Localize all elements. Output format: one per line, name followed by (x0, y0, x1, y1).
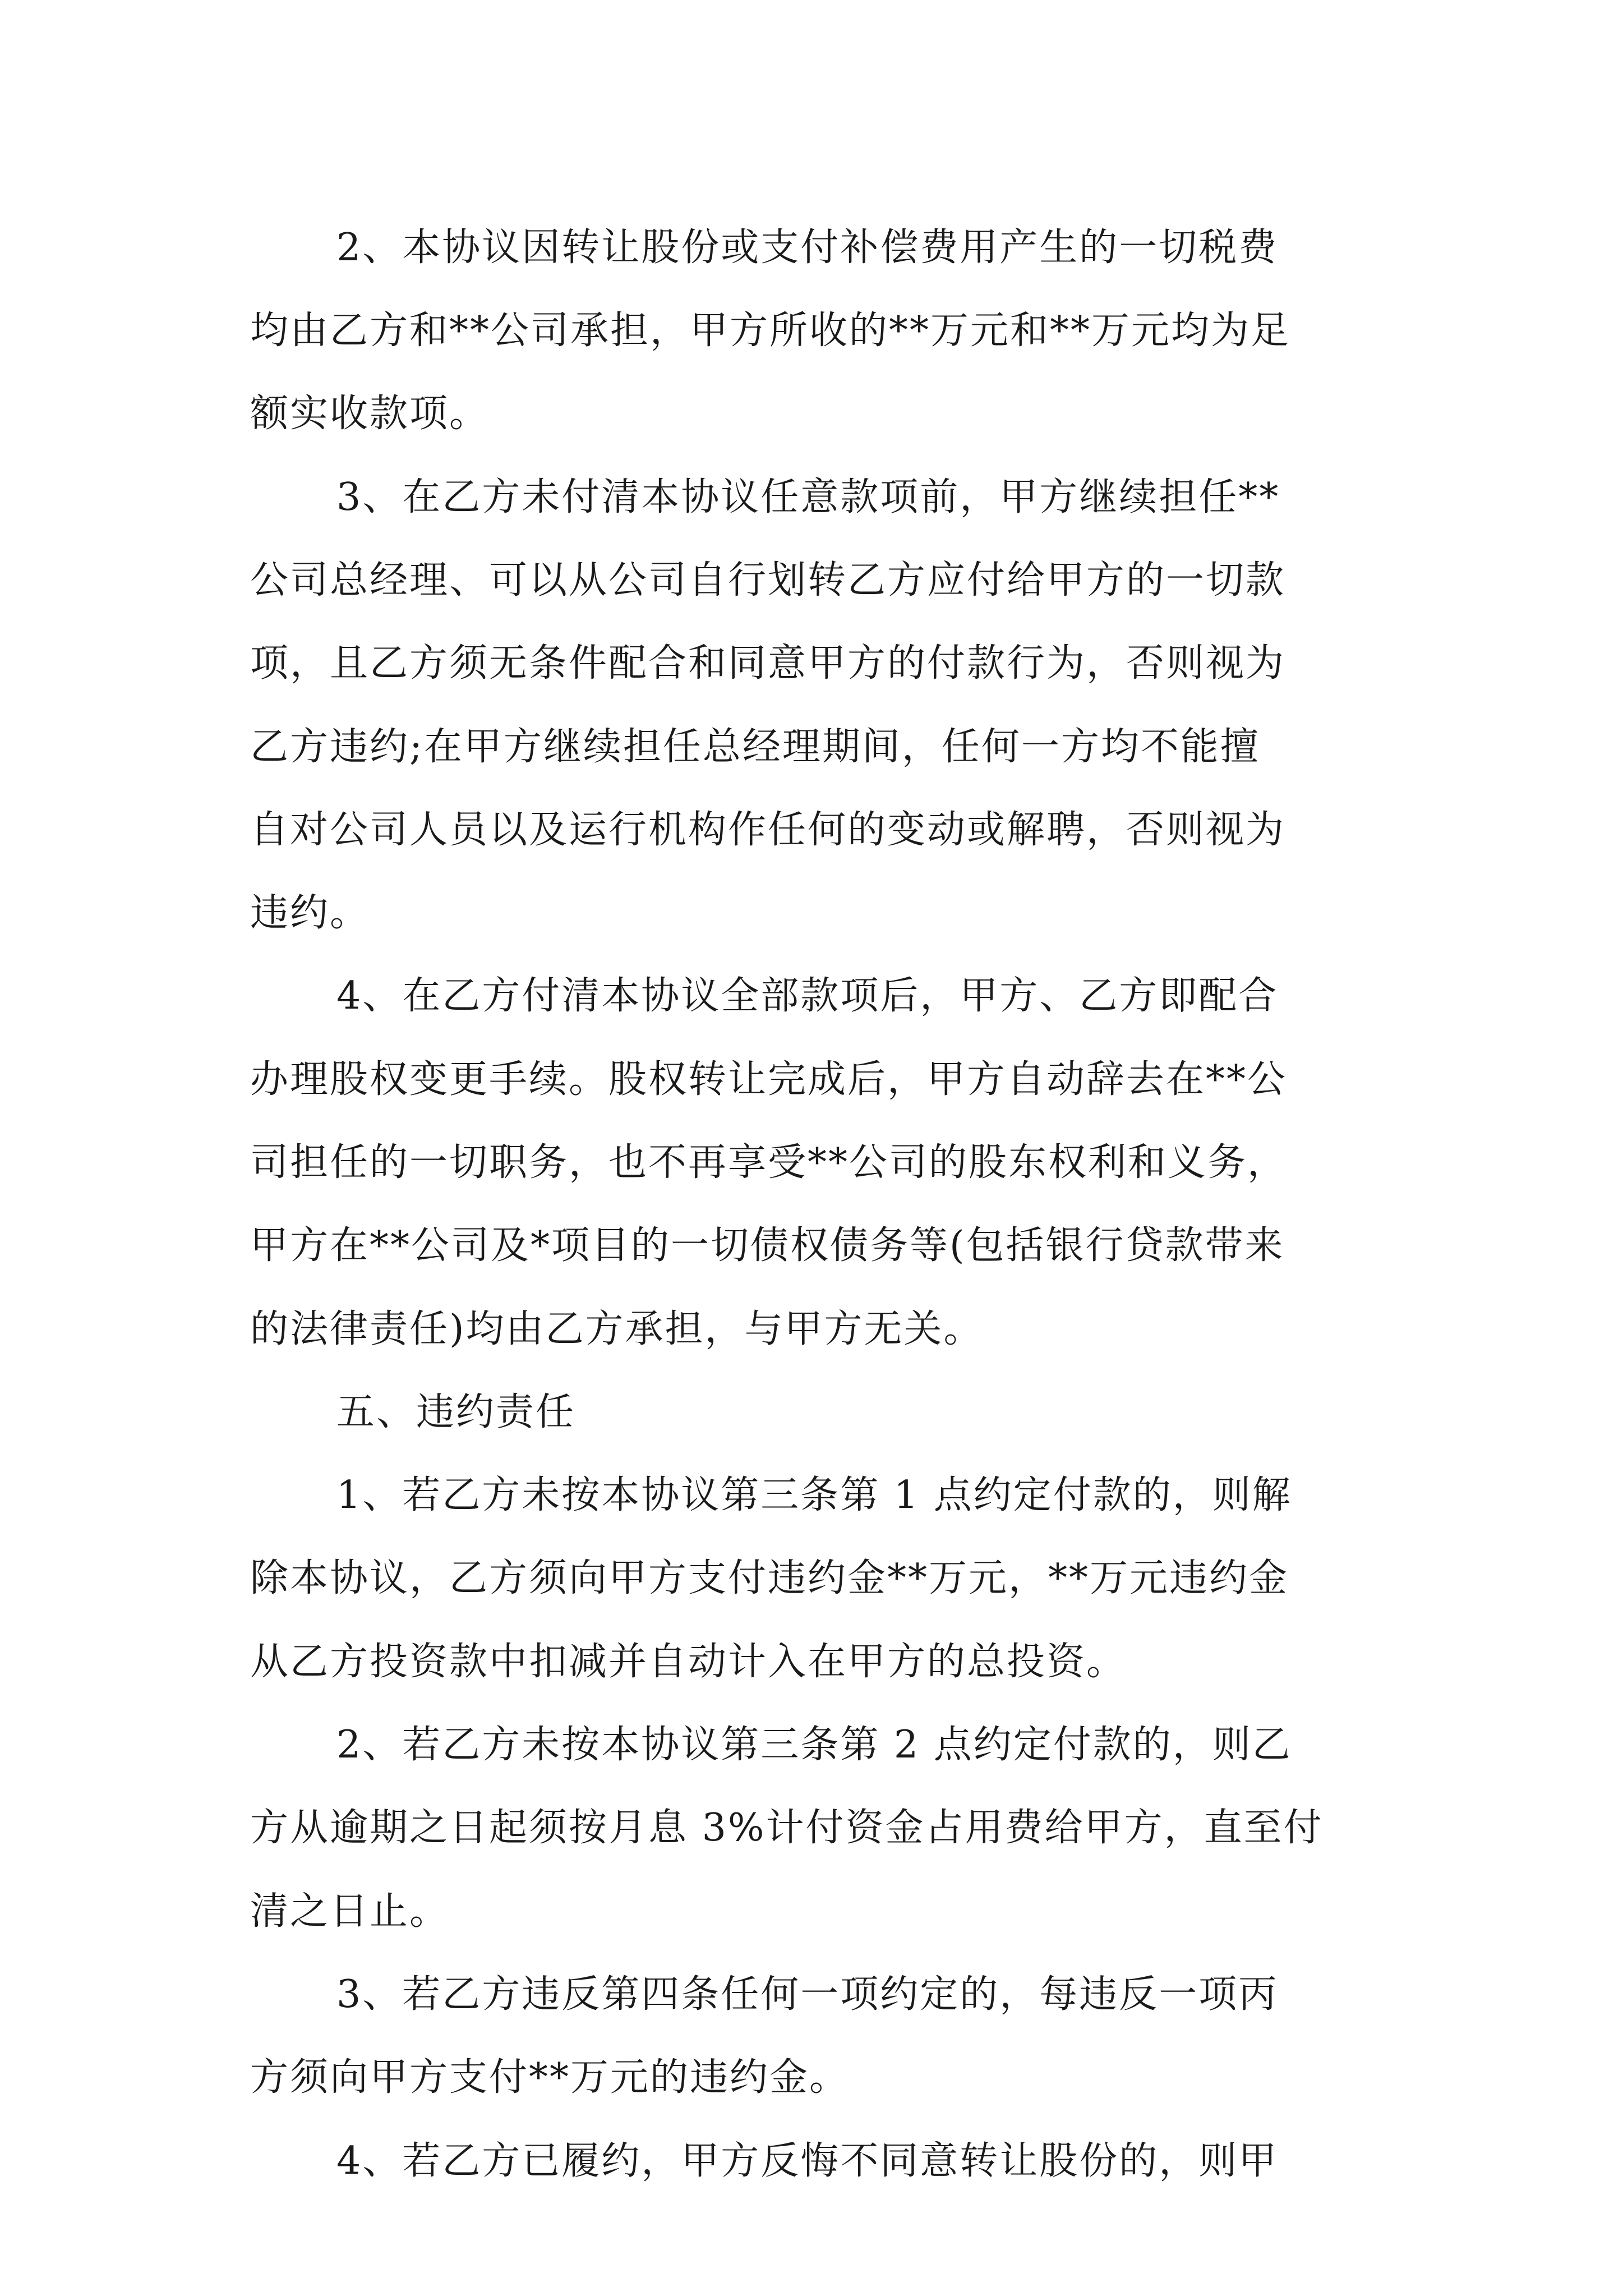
text-line: 4、若乙方已履约，甲方反悔不同意转让股份的，则甲 (336, 2139, 1279, 2183)
text-line: 违约。 (250, 891, 370, 935)
text-line: 办理股权变更手续。股权转让完成后，甲方自动辞去在**公 (250, 1057, 1288, 1102)
section-heading: 五、违约责任 (336, 1390, 576, 1434)
text-line: 方须向甲方支付**万元的违约金。 (250, 2055, 850, 2100)
text-line: 方从逾期之日起须按月息 3%计付资金占用费给甲方，直至付 (250, 1806, 1324, 1850)
text-line: 自对公司人员以及运行机构作任何的变动或解聘，否则视为 (250, 808, 1286, 852)
text-line: 3、若乙方违反第四条任何一项约定的，每违反一项丙 (336, 1972, 1279, 2017)
text-line: 甲方在**公司及*项目的一切债权债务等(包括银行贷款带来 (250, 1223, 1285, 1268)
text-line: 3、在乙方未付清本协议任意款项前，甲方继续担任** (336, 475, 1280, 519)
text-line: 清之日止。 (250, 1889, 450, 1934)
text-line: 2、本协议因转让股份或支付补偿费用产生的一切税费 (336, 226, 1279, 270)
text-line: 1、若乙方未按本协议第三条第 1 点约定付款的，则解 (336, 1473, 1292, 1517)
text-line: 司担任的一切职务，也不再享受**公司的股东权利和义务， (250, 1140, 1288, 1185)
text-line: 4、在乙方付清本协议全部款项后，甲方、乙方即配合 (336, 974, 1279, 1018)
text-line: 额实收款项。 (250, 392, 490, 436)
text-line: 从乙方投资款中扣减并自动计入在甲方的总投资。 (250, 1640, 1127, 1684)
text-line: 均由乙方和**公司承担，甲方所收的**万元和**万元均为足 (250, 309, 1291, 353)
text-line: 除本协议，乙方须向甲方支付违约金**万元，**万元违约金 (250, 1556, 1289, 1600)
text-line: 2、若乙方未按本协议第三条第 2 点约定付款的，则乙 (336, 1723, 1292, 1767)
text-line: 项，且乙方须无条件配合和同意甲方的付款行为，否则视为 (250, 641, 1286, 685)
text-line: 的法律责任)均由乙方承担，与甲方无关。 (250, 1307, 984, 1351)
text-line: 公司总经理、可以从公司自行划转乙方应付给甲方的一切款 (250, 558, 1286, 602)
text-line: 乙方违约;在甲方继续担任总经理期间，任何一方均不能擅 (250, 725, 1260, 769)
